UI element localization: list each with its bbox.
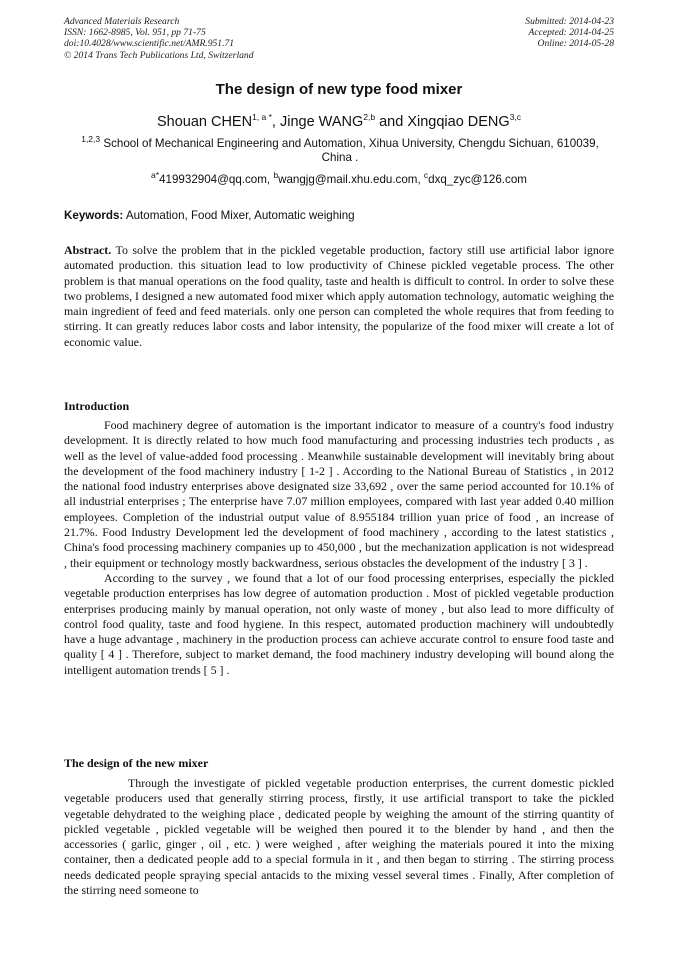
- keywords-text: Automation, Food Mixer, Automatic weighing: [123, 209, 355, 222]
- affiliation-superscript: 1,2,3: [81, 134, 101, 145]
- author-superscript: 2,b: [363, 112, 376, 123]
- author-emails: [64, 170, 614, 187]
- author-separator: and: [375, 114, 408, 130]
- doi-line: doi:10.4028/www.scientific.net/AMR.951.71: [64, 38, 235, 50]
- author-name: Xingqiao DENG: [407, 114, 510, 130]
- keywords: [64, 209, 614, 223]
- submitted-date: Submitted: 2014-04-23: [525, 16, 614, 27]
- email-superscript: b: [273, 170, 279, 181]
- design-paragraph-1: Through the investigate of pickled vegetable production enterprises, the current domestic pickled vegetable producers used that generally stirring process, firstly, it use artificial transport to take the pickled vegetable dehydrated to the weighing place , dedicated people by weighing the amount of the stirring quantity of pickled vegetable , pickled vegetable will be weighed then poured it to the blender by hand , and then the accessories ( garlic, ginger , oil , etc. ) were weighed , after weighing the materials poured it into the mixing container, then a dedicated people add to a special formula in it , and then began to stirring . The stirring process needs dedicated people spraying special antacids to the mixing vessel several times . Finally, After completion of the stirring need someone to: [64, 776, 614, 898]
- author-list: [64, 113, 614, 131]
- issn-line: ISSN: 1662-8985, Vol. 951, pp 71-75: [64, 27, 206, 39]
- author-separator: ,: [271, 114, 280, 130]
- affiliation: [80, 134, 600, 165]
- copyright-line: © 2014 Trans Tech Publications Ltd, Switzerland: [64, 49, 254, 61]
- section-heading-introduction: Introduction: [64, 399, 130, 413]
- author-name: Shouan CHEN: [156, 114, 253, 130]
- introduction-body: [64, 418, 614, 678]
- introduction-paragraph-1: Food machinery degree of automation is the important indicator to measure of a country's food industry development. It is directly related to how much food manufacturing and processing industries tech products , as well as the level of value-added food processing . Meanwhile sustainable development will inevitably bring about the development of the food machinery industry [ 1-2 ] . According to the National Bureau of Statistics , in 2012 the national food industry enterprises above designated size 33,692 , over the same period accounted for 10.1% of all industrial enterprises ; The enterprise have 7.07 million employees, compared with last year added 0.40 million employees. Completion of the industrial output value of 8.955184 trillion yuan price of food , an increase of 21.7%. Food Industry Development led the development of food machinery , according to the latest statistics , China's food processing machinery companies up to 450,000 , but the mechanization application is not widespread , their equipment or technology mostly backwardness, serious obstacles the development of the industry [ 3 ] .: [64, 418, 614, 570]
- journal-name: Advanced Materials Research: [64, 16, 180, 27]
- abstract-label: Abstract.: [64, 243, 112, 257]
- email-address: dxq_zyc@126.com: [428, 173, 527, 186]
- submission-dates: [525, 16, 614, 50]
- abstract-text: To solve the problem that in the pickled vegetable production, factory still use artificial labor ignore automated production. this situation lead to low productivity of Chinese pickled vegetable process. The other problem is that manual operations on the food quality, taste and health is difficult to control. In order to solve these two problems, I designed a new automated food mixer which apply automation technology, automatic weighing the main ingredient of feed and feed materials. only one person can completed the whole requires that from feeding to stirring. It can greatly reduces labor costs and labor intensity, the popularize of the food mixer will create a lot of economic value.: [64, 243, 614, 349]
- paper-title: The design of new type food mixer: [215, 81, 463, 98]
- design-body: [64, 776, 614, 898]
- accepted-date: Accepted: 2014-04-25: [528, 27, 614, 39]
- email-address: wangjg@mail.xhu.edu.com,: [278, 173, 424, 186]
- section-heading-design: The design of the new mixer: [64, 756, 209, 770]
- email-superscript: c: [423, 170, 429, 181]
- author-superscript: 1, a *: [252, 112, 272, 123]
- email-address: 419932904@qq.com,: [159, 173, 274, 186]
- introduction-paragraph-2: According to the survey , we found that a lot of our food processing enterprises, especially the pickled vegetable production enterprises has low degree of automation production . Most of pickled vegetable production enterprises producing mainly by manual operation, not only waste of money , but also lead to more difficulty of control food quality, taste and food hygiene. In this respect, automated production machinery will undoubtedly have a huge advantage , machinery in the production process can achieve accurate control to ensure food taste and quality [ 4 ] . Therefore, subject to market demand, the food machinery industry developing will bound along the intelligent automation trends [ 5 ] .: [64, 570, 614, 677]
- journal-info: [64, 16, 254, 61]
- abstract-paragraph: [64, 243, 614, 350]
- affiliation-text: School of Mechanical Engineering and Automation, Xihua University, Chengdu Sichuan, 610039, China .: [100, 137, 599, 164]
- author-name: Jinge WANG: [279, 114, 364, 130]
- abstract: [64, 243, 614, 350]
- online-date: Online: 2014-05-28: [537, 38, 614, 50]
- keywords-label: Keywords:: [64, 209, 124, 222]
- author-superscript: 3,c: [509, 112, 522, 123]
- email-superscript: a*: [151, 170, 160, 181]
